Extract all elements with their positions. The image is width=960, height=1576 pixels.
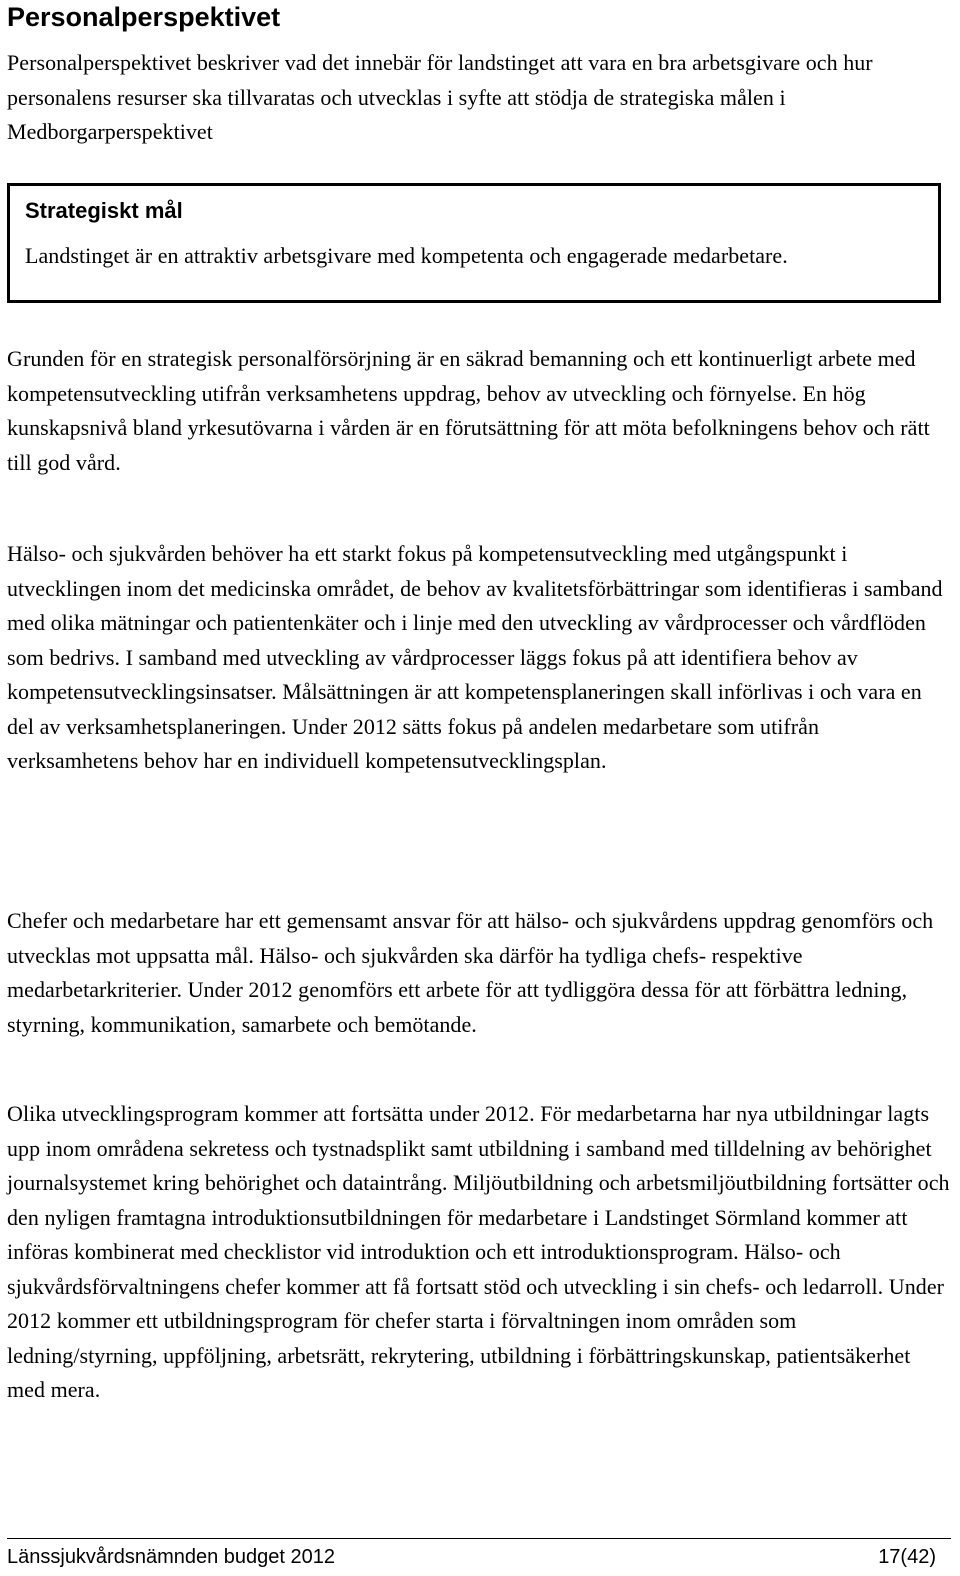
paragraph-competence: Hälso- och sjukvården behöver ha ett starkt fokus på kompetensutveckling med utgångspunkt i utvecklingen inom det medicinska området, de behov av kvalitetsförbättringar som identifieras i samband med olika mätningar och patientenkäter och i linje med den utveckling av vårdprocesser och vårdflöden som bedrivs. I samband med utveckling av vårdprocesser läggs fokus på att identifiera behov av kompetensutvecklingsinsatser. Målsättningen är att kompetensplaneringen skall införlivas i och vara en del av verksamhetsplaneringen. Under 2012 sätts fokus på andelen medarbetare som utifrån verksamhetens behov har en individuell kompetensutvecklingsplan.	[7, 541, 943, 773]
goal-title: Strategiskt mål	[25, 198, 183, 223]
footer-title: Länssjukvårdsnämnden budget 2012	[7, 1546, 336, 1568]
page-number: 17(42)	[878, 1546, 936, 1568]
paragraph-managers: Chefer och medarbetare har ett gemensamt ansvar för att hälso- och sjukvårdens uppdrag genomförs och utvecklas mot uppsatta mål. Hälso- och sjukvården ska därför ha tydliga chefs- respektive medarbetarkriterier. Under 2012 genomförs ett arbete för att tydliggöra dessa för att förbättra ledning, styrning, kommunikation, samarbete och bemötande.	[7, 908, 934, 1037]
strategic-goal-box	[7, 183, 941, 303]
footer-divider	[7, 1538, 951, 1539]
paragraph-programs: Olika utvecklingsprogram kommer att fortsätta under 2012. För medarbetarna har nya utbildningar lagts upp inom områdena sekretess och tystnadsplikt samt utbildning i samband med tilldelning av behörighet journalsystemet kring behörighet och dataintrång. Miljöutbildning och arbetsmiljöutbildning fortsätter och den nyligen framtagna introduktionsutbildningen för medarbetare i Landstinget Sörmland kommer att införas kombinerat med checklistor vid introduktion och ett introduktionsprogram. Hälso- och sjukvårdsförvaltningens chefer kommer att få fortsatt stöd och utveckling i sin chefs- och ledarroll. Under 2012 kommer ett utbildningsprogram för chefer starta i förvaltningen inom områden som ledning/styrning, uppföljning, arbetsrätt, rekrytering, utbildning i förbättringskunskap, patientsäkerhet med mera.	[7, 1101, 950, 1402]
goal-text: Landstinget är en attraktiv arbetsgivare med kompetenta och engagerade medarbetare.	[25, 243, 788, 268]
intro-paragraph: Personalperspektivet beskriver vad det innebär för landstinget att vara en bra arbetsgivare och hur personalens resurser ska tillvaratas och utvecklas i syfte att stödja de strategiska målen i Medborgarperspektivet	[7, 50, 873, 144]
paragraph-staffing: Grunden för en strategisk personalförsörjning är en säkrad bemanning och ett kontinuerligt arbete med kompetensutveckling utifrån verksamhetens uppdrag, behov av utveckling och förnyelse. En hög kunskapsnivå bland yrkesutövarna i vården är en förutsättning för att möta befolkningens behov och rätt till god vård.	[7, 346, 930, 475]
page-title: Personalperspektivet	[7, 2, 281, 32]
